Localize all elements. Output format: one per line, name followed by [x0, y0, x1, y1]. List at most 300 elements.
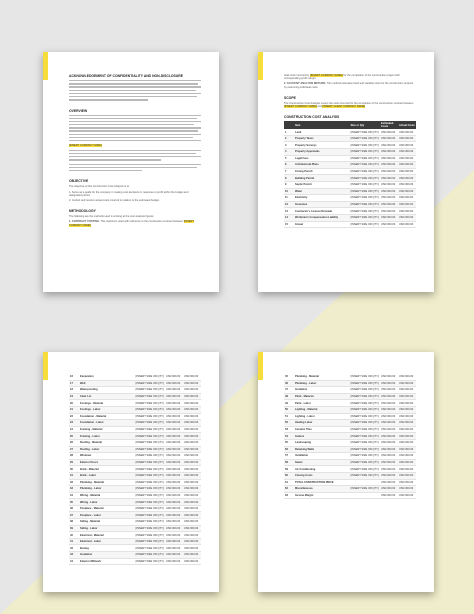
row-item: Landscaping	[294, 439, 350, 446]
row-estimated-cost: USD 000.00	[380, 149, 398, 156]
scope-and: and	[317, 105, 322, 109]
row-item: Electricity	[294, 195, 350, 202]
row-item: Gravel	[294, 221, 350, 228]
row-actual-cost: USD 000.00	[398, 175, 416, 182]
row-actual-cost: USD 000.00	[183, 512, 201, 519]
table-row	[69, 400, 201, 407]
row-actual-cost: USD 000.00	[398, 420, 416, 427]
row-actual-cost: USD 000.00	[398, 433, 416, 440]
row-estimated-cost: USD 000.00	[380, 168, 398, 175]
row-size-qty: [INSERT SIZE OR QTY.]	[135, 533, 164, 537]
page-2-content	[284, 74, 416, 282]
col-header-size: Size or Qty	[350, 121, 380, 129]
table-row	[284, 446, 416, 453]
company-name-highlight[interactable]: [INSERT COMPANY NAME]	[69, 144, 102, 148]
row-size-qty: [INSERT SIZE OR QTY.]	[350, 467, 379, 471]
row-number: 45	[284, 374, 294, 380]
table-row	[284, 195, 416, 202]
row-actual-cost: USD 000.00	[183, 413, 201, 420]
row-size-qty	[350, 479, 380, 486]
table-row	[284, 466, 416, 473]
row-item: Land	[294, 129, 350, 135]
row-estimated-cost: USD 000.00	[165, 374, 183, 380]
row-size-qty: [INSERT SIZE OR QTY.]	[350, 375, 379, 379]
row-item: Ventilation	[294, 453, 350, 460]
table-row	[69, 492, 201, 499]
row-number: 15	[284, 221, 294, 228]
row-item: Windows	[79, 453, 135, 460]
heading-methodology: METHODOLOGY	[69, 209, 96, 214]
row-estimated-cost: USD 000.00	[165, 538, 183, 545]
row-estimated-cost: USD 000.00	[380, 486, 398, 493]
row-size-qty: [INSERT SIZE OR QTY.]	[135, 546, 164, 550]
table-row	[69, 519, 201, 526]
row-number: 51	[284, 413, 294, 420]
row-actual-cost: USD 000.00	[398, 149, 416, 156]
row-number: 5	[284, 155, 294, 162]
table-row	[284, 400, 416, 407]
row-number: 2	[284, 135, 294, 142]
table-body	[284, 374, 416, 499]
table-row	[284, 426, 416, 433]
row-number: 31	[69, 472, 79, 479]
table-row	[69, 387, 201, 394]
row-estimated-cost: USD 000.00	[380, 374, 398, 380]
methodology-intro: The following are the methods used in arriving at the cost analysis figures:	[69, 215, 155, 219]
table-row	[69, 439, 201, 446]
cost-table-page-4	[284, 374, 416, 499]
row-actual-cost: USD 000.00	[183, 472, 201, 479]
row-size-qty: [INSERT SIZE OR QTY.]	[135, 480, 164, 484]
row-size-qty: [INSERT SIZE OR QTY.]	[135, 507, 164, 511]
col-header-number	[284, 121, 294, 129]
table-row	[69, 499, 201, 506]
row-item: Exterior Doors	[79, 459, 135, 466]
row-size-qty: [INSERT SIZE OR QTY.]	[350, 428, 379, 432]
table-row	[69, 406, 201, 413]
row-estimated-cost: USD 000.00	[165, 433, 183, 440]
row-number: 22	[69, 413, 79, 420]
row-size-qty: [INSERT SIZE OR QTY.]	[135, 500, 164, 504]
row-estimated-cost: USD 000.00	[165, 479, 183, 486]
objective-intro: The objective of this Construction Cost Analysis is to:	[69, 185, 130, 189]
row-estimated-cost: USD 000.00	[165, 426, 183, 433]
table-row	[69, 433, 201, 440]
row-number: 13	[284, 208, 294, 215]
row-actual-cost: USD 000.00	[183, 400, 201, 407]
row-item: Electrical - Material	[79, 532, 135, 539]
company-name-highlight[interactable]: [INSERT COMPANY NAME]	[284, 105, 317, 109]
row-number: 40	[69, 532, 79, 539]
row-item: Brick - Labor	[79, 472, 135, 479]
row-number: 38	[69, 519, 79, 526]
row-size-qty: [INSERT SIZE OR QTY.]	[350, 395, 379, 399]
row-estimated-cost: USD 000.00	[380, 175, 398, 182]
row-estimated-cost: USD 000.00	[165, 466, 183, 473]
row-number: 33	[69, 486, 79, 493]
row-item: Electrical - Labor	[79, 538, 135, 545]
row-size-qty: [INSERT SIZE OR QTY.]	[350, 408, 379, 412]
table-row	[69, 466, 201, 473]
row-item: Lighting - Labor	[294, 413, 350, 420]
row-estimated-cost: USD 000.00	[165, 486, 183, 493]
row-actual-cost: USD 000.00	[398, 129, 416, 135]
row-number: 37	[69, 512, 79, 519]
contract-costing-text: This method is used with reference to the construction contract between	[100, 220, 184, 224]
row-actual-cost: USD 000.00	[398, 400, 416, 407]
row-estimated-cost: USD 000.00	[380, 214, 398, 221]
document-page-1	[43, 52, 219, 292]
row-number: 25	[69, 433, 79, 440]
row-actual-cost: USD 000.00	[398, 142, 416, 149]
row-size-qty: [INSERT SIZE OR QTY.]	[135, 388, 164, 392]
table-row	[69, 538, 201, 545]
table-row	[69, 459, 201, 466]
row-item: Roofing - Material	[79, 439, 135, 446]
row-actual-cost: USD 000.00	[183, 393, 201, 400]
row-actual-cost: USD 000.00	[398, 201, 416, 208]
row-item: Building Permit	[294, 175, 350, 182]
row-estimated-cost: USD 000.00	[380, 181, 398, 188]
row-number: 10	[284, 188, 294, 195]
row-estimated-cost: USD 000.00	[380, 188, 398, 195]
row-number: 7	[284, 168, 294, 175]
row-size-qty: [INSERT SIZE OR QTY.]	[135, 553, 164, 557]
row-estimated-cost: USD 000.00	[380, 400, 398, 407]
document-page-3	[43, 352, 219, 592]
row-actual-cost: USD 000.00	[398, 466, 416, 473]
row-number: 50	[284, 406, 294, 413]
row-actual-cost: USD 000.00	[398, 472, 416, 479]
row-number: 47	[284, 387, 294, 394]
row-number: 14	[284, 214, 294, 221]
row-item: Framing - Labor	[79, 433, 135, 440]
row-item: Miscellaneous	[294, 486, 350, 493]
table-row	[69, 413, 201, 420]
table-header-row	[284, 121, 416, 129]
row-number: 28	[69, 453, 79, 460]
row-estimated-cost: USD 000.00	[380, 135, 398, 142]
row-item: Heating Labor	[294, 420, 350, 427]
row-size-qty: [INSERT SIZE OR QTY.]	[135, 454, 164, 458]
row-number: 30	[69, 466, 79, 473]
paragraph-placeholder	[69, 164, 201, 172]
row-size-qty: [INSERT SIZE OR QTY.]	[135, 467, 164, 471]
row-size-qty: [INSERT SIZE OR QTY.]	[135, 421, 164, 425]
row-item: Wiring - Material	[79, 492, 135, 499]
table-row	[284, 393, 416, 400]
row-size-qty: [INSERT SIZE OR QTY.]	[135, 487, 164, 491]
page-3-content	[69, 374, 201, 582]
row-actual-cost: USD 000.00	[183, 519, 201, 526]
row-actual-cost: USD 000.00	[398, 446, 416, 453]
row-item: Architectural Plans	[294, 162, 350, 169]
table-row	[284, 433, 416, 440]
row-number: 39	[69, 525, 79, 532]
row-item: Closing Costs	[294, 472, 350, 479]
scope-text: The Construction Cost Analysis covers the costs incurred for the completion of the construction contract between	[284, 101, 414, 105]
row-estimated-cost: USD 000.00	[380, 406, 398, 413]
row-actual-cost: USD 000.00	[183, 426, 201, 433]
row-actual-cost: USD 000.00	[183, 492, 201, 499]
row-actual-cost: USD 000.00	[398, 208, 416, 215]
row-size-qty: [INSERT SIZE OR QTY.]	[135, 461, 164, 465]
row-size-qty: [INSERT SIZE OR QTY.]	[135, 381, 164, 385]
row-estimated-cost: USD 000.00	[165, 545, 183, 552]
table-row	[69, 512, 201, 519]
row-item: Plumbing - Labor	[79, 486, 135, 493]
row-actual-cost: USD 000.00	[183, 466, 201, 473]
row-actual-cost: USD 000.00	[398, 135, 416, 142]
row-actual-cost: USD 000.00	[183, 380, 201, 387]
row-number: 20	[69, 400, 79, 407]
heading-objective: OBJECTIVE	[69, 179, 89, 184]
row-estimated-cost: USD 000.00	[380, 155, 398, 162]
row-actual-cost: USD 000.00	[398, 181, 416, 188]
row-actual-cost: USD 000.00	[398, 479, 416, 486]
row-item: Well	[79, 380, 135, 387]
table-row	[284, 387, 416, 394]
row-size-qty: [INSERT SIZE OR QTY.]	[350, 216, 379, 220]
page-accent-bar	[43, 52, 48, 80]
row-item: TOTAL CONSTRUCTION PRICE	[294, 479, 350, 486]
document-page-2	[258, 52, 434, 292]
row-estimated-cost: USD 000.00	[380, 413, 398, 420]
row-estimated-cost: USD 000.00	[380, 459, 398, 466]
row-actual-cost: USD 000.00	[183, 525, 201, 532]
row-number: 43	[69, 552, 79, 559]
table-row	[69, 505, 201, 512]
row-actual-cost: USD 000.00	[183, 532, 201, 539]
row-estimated-cost: USD 000.00	[165, 439, 183, 446]
row-size-qty: [INSERT SIZE OR QTY.]	[135, 559, 164, 563]
row-estimated-cost: USD 000.00	[380, 201, 398, 208]
client-name-highlight[interactable]: [INSERT CLIENT COMPANY NAME]	[322, 105, 366, 109]
table-row	[69, 558, 201, 565]
row-item: Siding - Labor	[79, 525, 135, 532]
row-size-qty: [INSERT SIZE OR QTY.]	[350, 150, 379, 154]
table-row	[284, 406, 416, 413]
row-number: 46	[284, 380, 294, 387]
row-number: 27	[69, 446, 79, 453]
row-actual-cost: USD 000.00	[398, 214, 416, 221]
row-size-qty: [INSERT SIZE OR QTY.]	[350, 447, 379, 451]
row-size-qty: [INSERT SIZE OR QTY.]	[350, 381, 379, 385]
table-row	[284, 486, 416, 493]
row-estimated-cost: USD 000.00	[380, 129, 398, 135]
row-item: Plumbing - Material	[79, 479, 135, 486]
table-row	[69, 525, 201, 532]
row-size-qty: [INSERT SIZE OR QTY.]	[135, 414, 164, 418]
table-row	[284, 214, 416, 221]
col-header-item: Item	[294, 121, 350, 129]
row-size-qty: [INSERT SIZE OR QTY.]	[135, 513, 164, 517]
row-item: Foundation - Material	[79, 413, 135, 420]
row-number: 32	[69, 479, 79, 486]
page-accent-bar	[258, 352, 263, 380]
row-size-qty: [INSERT SIZE OR QTY.]	[350, 461, 379, 465]
row-size-qty	[350, 492, 380, 499]
row-item: Air Conditioning	[294, 466, 350, 473]
row-actual-cost: USD 000.00	[183, 545, 201, 552]
row-actual-cost: USD 000.00	[183, 374, 201, 380]
row-number: 19	[69, 393, 79, 400]
row-size-qty: [INSERT SIZE OR QTY.]	[350, 434, 379, 438]
row-actual-cost: USD 000.00	[183, 420, 201, 427]
row-number: 48	[284, 393, 294, 400]
row-estimated-cost: USD 000.00	[380, 420, 398, 427]
row-item: Insulation	[294, 387, 350, 394]
row-actual-cost: USD 000.00	[398, 459, 416, 466]
row-estimated-cost: USD 000.00	[380, 393, 398, 400]
table-row	[284, 453, 416, 460]
row-number: 41	[69, 538, 79, 545]
row-estimated-cost: USD 000.00	[380, 479, 398, 486]
row-actual-cost: USD 000.00	[398, 492, 416, 499]
row-number: 24	[69, 426, 79, 433]
row-number: 55	[284, 439, 294, 446]
row-actual-cost: USD 000.00	[398, 387, 416, 394]
row-item: Property Appraisals	[294, 149, 350, 156]
row-number: 49	[284, 400, 294, 407]
row-actual-cost: USD 000.00	[183, 486, 201, 493]
row-estimated-cost: USD 000.00	[380, 472, 398, 479]
row-actual-cost: USD 000.00	[398, 486, 416, 493]
row-size-qty: [INSERT SIZE OR QTY.]	[135, 474, 164, 478]
account-analysis-label: 2. ACCOUNT ANALYSIS METHOD.	[284, 82, 326, 86]
objective-item-1: 1. Serve as a guide for the company in making cost decisions in response to profit within the budget and designated period.	[69, 190, 189, 197]
table-row	[284, 181, 416, 188]
table-row	[284, 155, 416, 162]
table-row	[284, 413, 416, 420]
row-number: 6	[284, 162, 294, 169]
company-name-highlight[interactable]: [INSERT COMPANY NAME]	[69, 220, 194, 227]
row-item: Property Taxes	[294, 135, 350, 142]
row-size-qty: [INSERT SIZE OR QTY.]	[350, 421, 379, 425]
row-size-qty: [INSERT SIZE OR QTY.]	[135, 493, 164, 497]
row-number: 8	[284, 175, 294, 182]
row-estimated-cost: USD 000.00	[380, 439, 398, 446]
row-actual-cost: USD 000.00	[398, 380, 416, 387]
row-actual-cost: USD 000.00	[398, 162, 416, 169]
row-estimated-cost: USD 000.00	[165, 472, 183, 479]
row-size-qty: [INSERT SIZE OR QTY.]	[350, 130, 379, 134]
table-body	[284, 129, 416, 227]
row-number: 21	[69, 406, 79, 413]
heading-overview: OVERVIEW	[69, 108, 88, 113]
row-item: Footings - Labor	[79, 406, 135, 413]
row-actual-cost: USD 000.00	[398, 453, 416, 460]
row-item: Zoning Permit	[294, 168, 350, 175]
row-item: Excavation	[79, 374, 135, 380]
table-row	[284, 221, 416, 228]
row-number: 57	[284, 453, 294, 460]
row-item: Insulation	[79, 552, 135, 559]
row-size-qty: [INSERT SIZE OR QTY.]	[350, 163, 379, 167]
row-estimated-cost: USD 000.00	[380, 162, 398, 169]
row-item: Paint - Labor	[294, 400, 350, 407]
row-number: 42	[69, 545, 79, 552]
row-estimated-cost: USD 000.00	[380, 446, 398, 453]
row-estimated-cost: USD 000.00	[165, 512, 183, 519]
table-row	[284, 149, 416, 156]
row-estimated-cost: USD 000.00	[165, 453, 183, 460]
page-accent-bar	[258, 52, 263, 80]
row-size-qty: [INSERT SIZE OR QTY.]	[350, 454, 379, 458]
row-actual-cost: USD 000.00	[183, 558, 201, 565]
row-actual-cost: USD 000.00	[183, 387, 201, 394]
row-number: 58	[284, 459, 294, 466]
row-number: 34	[69, 492, 79, 499]
row-actual-cost: USD 000.00	[183, 538, 201, 545]
table-row	[69, 426, 201, 433]
row-item: Property Surveys	[294, 142, 350, 149]
row-actual-cost: USD 000.00	[398, 439, 416, 446]
row-estimated-cost: USD 000.00	[380, 492, 398, 499]
page-accent-bar	[43, 352, 48, 380]
col-header-actual: Actual Costs	[398, 121, 416, 129]
heading-scope: SCOPE	[284, 95, 296, 100]
row-actual-cost: USD 000.00	[398, 393, 416, 400]
row-estimated-cost: USD 000.00	[380, 195, 398, 202]
row-size-qty: [INSERT SIZE OR QTY.]	[350, 401, 379, 405]
row-item: Clear Lot	[79, 393, 135, 400]
table-row	[69, 393, 201, 400]
company-name-highlight[interactable]: [INSERT COMPANY NAME]	[309, 74, 343, 77]
row-size-qty: [INSERT SIZE OR QTY.]	[135, 375, 164, 379]
row-estimated-cost: USD 000.00	[380, 142, 398, 149]
row-number: 44	[69, 558, 79, 565]
row-estimated-cost: USD 000.00	[165, 393, 183, 400]
row-estimated-cost: USD 000.00	[380, 426, 398, 433]
row-item: Gutters	[294, 433, 350, 440]
document-page-4	[258, 352, 434, 592]
table-row	[284, 168, 416, 175]
row-actual-cost: USD 000.00	[183, 479, 201, 486]
col-header-estimated: Estimated Costs	[380, 121, 398, 129]
table-row	[284, 208, 416, 215]
row-item: Plumbing - Material	[294, 374, 350, 380]
contract-costing-label: 1. CONTRACT COSTING.	[69, 220, 100, 224]
row-item: Siding - Material	[79, 519, 135, 526]
table-row	[284, 135, 416, 142]
paragraph-placeholder	[69, 115, 201, 142]
row-actual-cost: USD 000.00	[398, 374, 416, 380]
table-row	[284, 175, 416, 182]
row-estimated-cost: USD 000.00	[380, 466, 398, 473]
row-actual-cost: USD 000.00	[183, 406, 201, 413]
table-row	[284, 201, 416, 208]
row-estimated-cost: USD 000.00	[380, 221, 398, 228]
row-size-qty: [INSERT SIZE OR QTY.]	[350, 414, 379, 418]
account-analysis-text: This method estimates fixed and variable costs for the construction projects by examining individual costs.	[284, 82, 414, 89]
row-size-qty: [INSERT SIZE OR QTY.]	[350, 143, 379, 147]
row-estimated-cost: USD 000.00	[165, 525, 183, 532]
row-size-qty: [INSERT SIZE OR QTY.]	[135, 441, 164, 445]
row-number: 63	[284, 492, 294, 499]
table-row	[69, 446, 201, 453]
row-number: 18	[69, 387, 79, 394]
table-row	[284, 479, 416, 486]
row-number: 23	[69, 420, 79, 427]
row-actual-cost: USD 000.00	[183, 439, 201, 446]
row-size-qty: [INSERT SIZE OR QTY.]	[350, 487, 379, 491]
row-actual-cost: USD 000.00	[398, 406, 416, 413]
table-body	[69, 374, 201, 565]
row-size-qty: [INSERT SIZE OR QTY.]	[350, 388, 379, 392]
table-row	[69, 532, 201, 539]
row-size-qty: [INSERT SIZE OR QTY.]	[350, 196, 379, 200]
